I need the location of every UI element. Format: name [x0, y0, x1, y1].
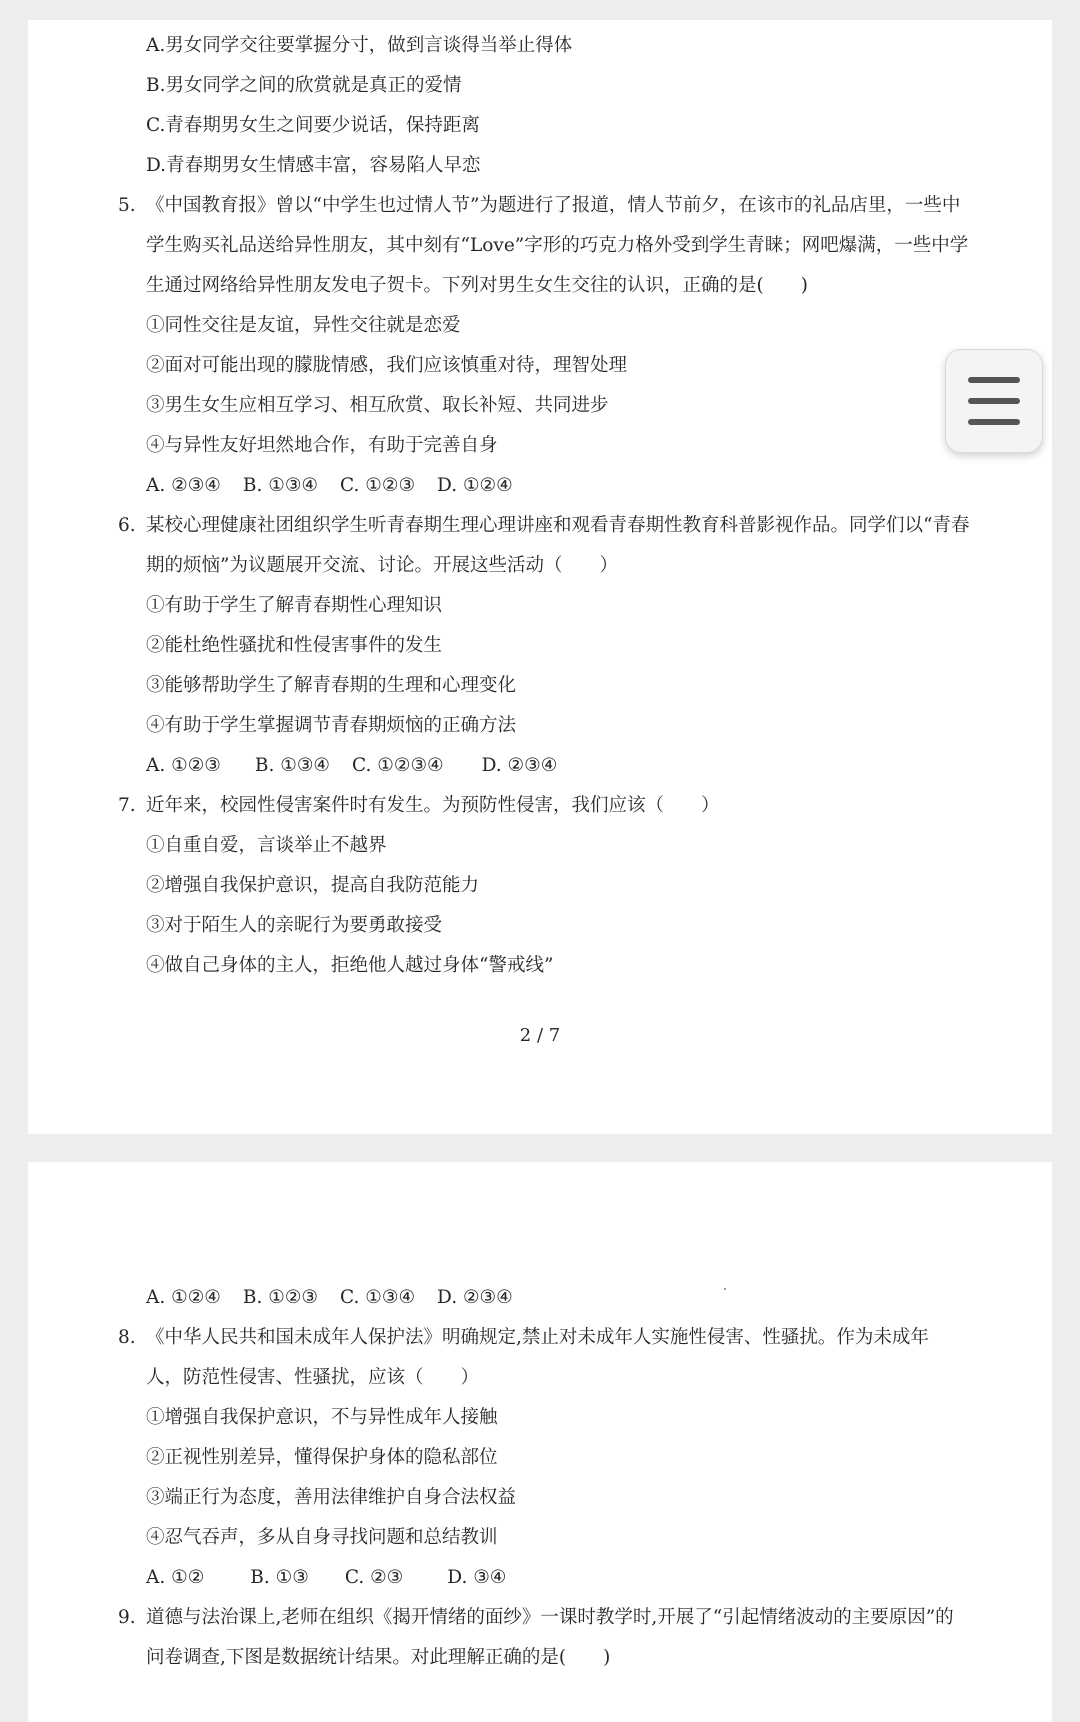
question-8-number: 8.: [118, 1327, 136, 1348]
question-8-stem-line-2: 人，防范性侵害、性骚扰，应该（ ）: [146, 1367, 480, 1388]
choice-d: D. ①②④: [437, 475, 513, 496]
choice-a: A. ①②③: [146, 755, 221, 776]
document-page-3: [28, 1162, 1052, 1722]
choice-c: C. ①②③④: [352, 755, 444, 776]
speck: [724, 1288, 726, 1290]
choice-a: A. ①②④: [146, 1287, 221, 1308]
choice-b: B. ①③④: [242, 475, 319, 496]
choice-d: D. ③④: [447, 1567, 507, 1588]
question-7-number: 7.: [118, 795, 136, 816]
question-7-item-3: ③对于陌生人的亲昵行为要勇敢接受: [146, 915, 443, 936]
question-5-stem-line-1: [118, 192, 960, 220]
question-6-item-2: ②能杜绝性骚扰和性侵害事件的发生: [146, 635, 443, 656]
question-6-stem-line-2: 期的烦恼”为议题展开交流、讨论。开展这些活动（ ）: [146, 555, 618, 576]
question-8-choices: [146, 1564, 528, 1592]
question-6-text-1: 某校心理健康社团组织学生听青春期生理心理讲座和观看青春期性教育科普影视作品。同学们以“青春: [146, 515, 970, 536]
question-9-stem-line-1: [118, 1604, 954, 1632]
question-8-text-1: 《中华人民共和国未成年人保护法》明确规定,禁止对未成年人实施性侵害、性骚扰。作为未成年: [146, 1327, 929, 1348]
floating-menu-button[interactable]: [945, 349, 1043, 453]
q4-option-d: D.青春期男女生情感丰富，容易陷人早恋: [146, 155, 481, 176]
question-7-stem-line-1: [118, 792, 720, 820]
document-page-2: [28, 20, 1052, 1134]
question-6-stem-line-1: [118, 512, 969, 540]
question-6-item-4: ④有助于学生掌握调节青春期烦恼的正确方法: [146, 715, 517, 736]
question-7-choices: [146, 1284, 535, 1312]
question-5-choices: [146, 472, 535, 500]
question-5-stem-line-2: 学生购买礼品送给异性朋友，其中刻有“Love”字形的巧克力格外受到学生青睐；网吧爆满，一些中学: [146, 235, 969, 256]
choice-a: A. ①②: [146, 1567, 205, 1588]
question-9-number: 9.: [118, 1607, 136, 1628]
question-6-choices: [146, 752, 579, 780]
choice-d: D. ②③④: [481, 755, 558, 776]
question-8-item-2: ②正视性别差异，懂得保护身体的隐私部位: [146, 1447, 498, 1468]
choice-c: C. ①③④: [340, 1287, 416, 1308]
choice-c: C. ①②③: [340, 475, 416, 496]
question-6-item-1: ①有助于学生了解青春期性心理知识: [146, 595, 443, 616]
question-5-text-1: 《中国教育报》曾以“中学生也过情人节”为题进行了报道，情人节前夕，在该市的礼品店里，一些中: [146, 195, 961, 216]
choice-a: A. ②③④: [146, 475, 221, 496]
question-6-item-3: ③能够帮助学生了解青春期的生理和心理变化: [146, 675, 517, 696]
choice-c: C. ②③: [344, 1567, 404, 1588]
choice-b: B. ①③: [250, 1567, 309, 1588]
question-9-text-1: 道德与法治课上,老师在组织《揭开情绪的面纱》一课时教学时,开展了“引起情绪波动的主要原因”的: [146, 1607, 954, 1628]
choice-b: B. ①②③: [242, 1287, 319, 1308]
question-9-stem-line-2: 问卷调查,下图是数据统计结果。对此理解正确的是( ): [146, 1647, 611, 1668]
choice-b: B. ①③④: [254, 755, 331, 776]
question-5-item-1: ①同性交往是友谊，异性交往就是恋爱: [146, 315, 461, 336]
page-number: 2 / 7: [519, 1025, 561, 1046]
question-8-item-4: ④忍气吞声，多从自身寻找问题和总结教训: [146, 1527, 498, 1548]
question-5-item-2: ②面对可能出现的朦胧情感，我们应该慎重对待，理智处理: [146, 355, 628, 376]
question-7-item-4: ④做自己身体的主人，拒绝他人越过身体“警戒线”: [146, 955, 554, 976]
q4-option-a: A.男女同学交往要掌握分寸，做到言谈得当举止得体: [146, 35, 573, 56]
question-7-item-1: ①自重自爱，言谈举止不越界: [146, 835, 387, 856]
q4-option-b: B.男女同学之间的欣赏就是真正的爱情: [146, 75, 462, 96]
question-6-number: 6.: [118, 515, 136, 536]
question-5-number: 5.: [118, 195, 136, 216]
question-8-item-3: ③端正行为态度，善用法律维护自身合法权益: [146, 1487, 517, 1508]
q4-option-c: C.青春期男女生之间要少说话，保持距离: [146, 115, 480, 136]
question-5-item-4: ④与异性友好坦然地合作，有助于完善自身: [146, 435, 498, 456]
question-8-stem-line-1: [118, 1324, 929, 1352]
question-8-item-1: ①增强自我保护意识，不与异性成年人接触: [146, 1407, 498, 1428]
question-5-stem-line-3: 生通过网络给异性朋友发电子贺卡。下列对男生女生交往的认识，正确的是( ): [146, 275, 808, 296]
question-7-text-1: 近年来，校园性侵害案件时有发生。为预防性侵害，我们应该（ ）: [146, 795, 720, 816]
choice-d: D. ②③④: [437, 1287, 513, 1308]
question-7-item-2: ②增强自我保护意识，提高自我防范能力: [146, 875, 480, 896]
question-5-item-3: ③男生女生应相互学习、相互欣赏、取长补短、共同进步: [146, 395, 609, 416]
